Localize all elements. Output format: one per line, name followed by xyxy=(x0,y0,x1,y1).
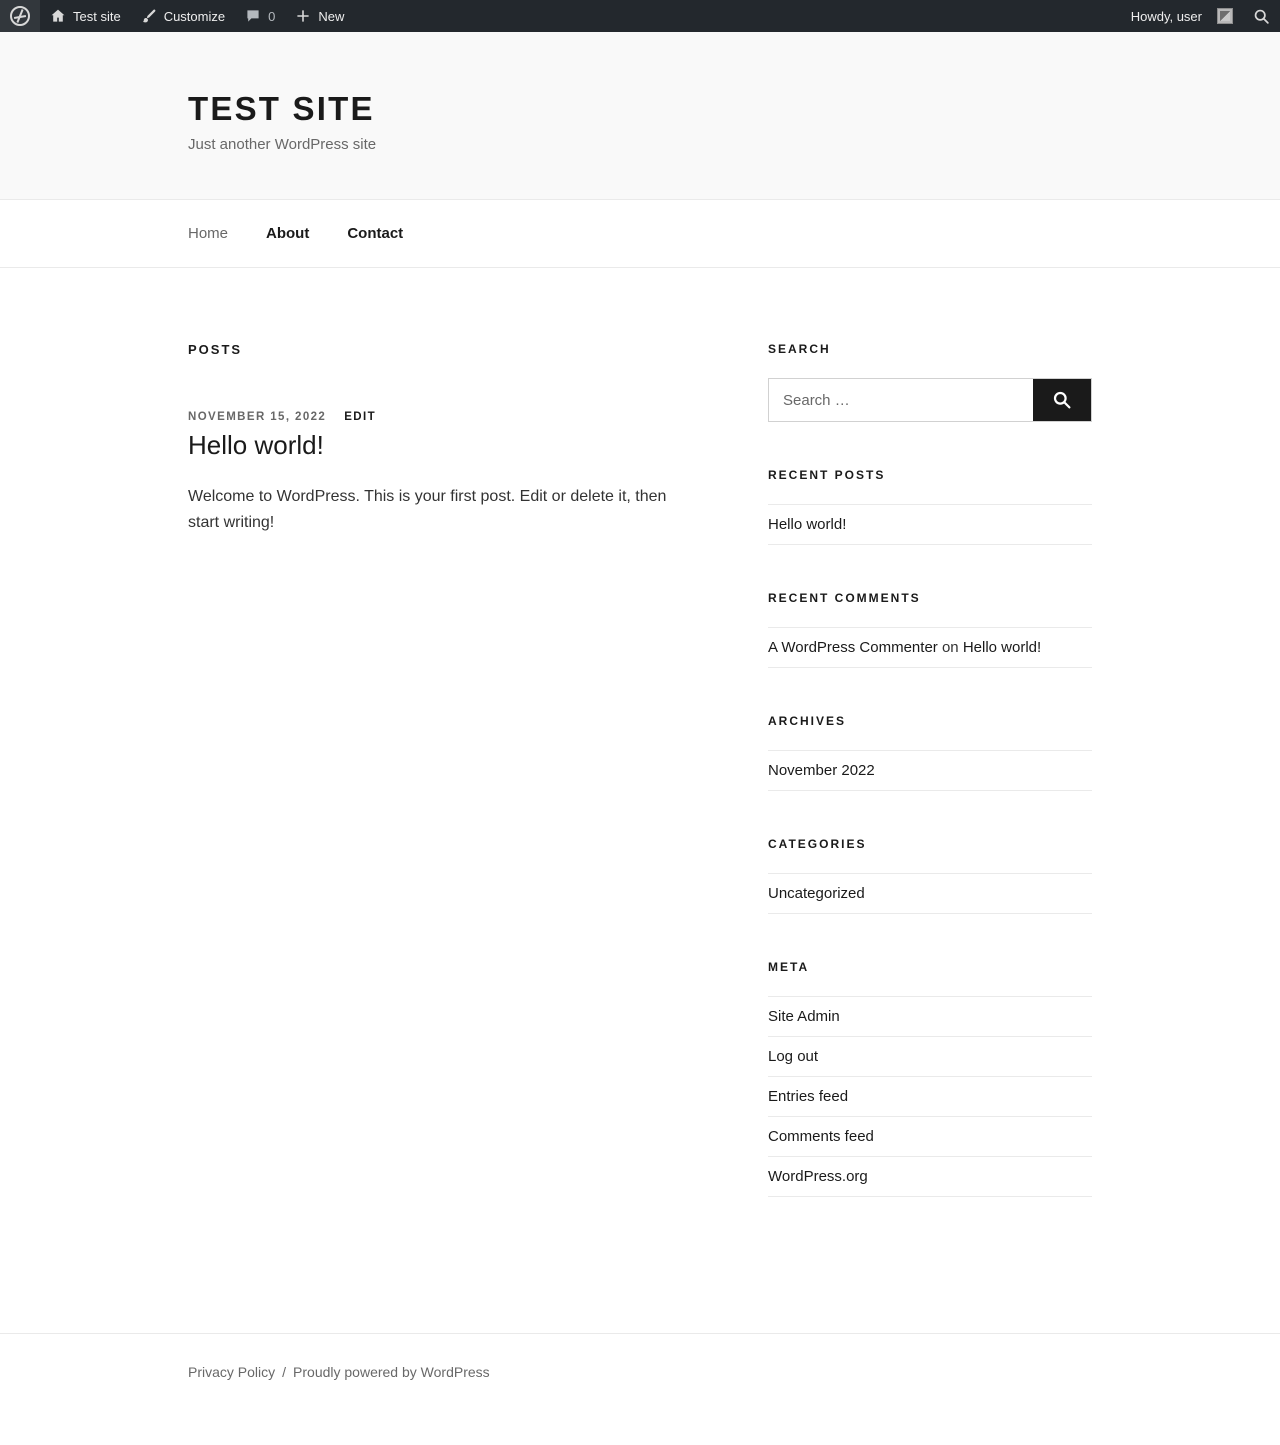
archives-list xyxy=(768,750,1092,791)
widget-meta xyxy=(768,960,1092,1197)
house-icon xyxy=(50,8,66,24)
nav-item-home-link[interactable]: Home xyxy=(188,225,229,242)
admin-bar-comments[interactable] xyxy=(235,0,285,32)
widget-recent-comments-title: RECENT COMMENTS xyxy=(768,591,921,605)
admin-bar-new-label: New xyxy=(318,8,345,24)
widget-categories xyxy=(768,837,1092,914)
admin-bar-new[interactable] xyxy=(285,0,354,32)
widget-recent-comments xyxy=(768,591,1092,668)
paintbrush-icon xyxy=(141,8,157,24)
list-item[interactable] xyxy=(768,1037,1092,1077)
list-item[interactable] xyxy=(768,1157,1092,1197)
comment-author-link[interactable]: A WordPress Commenter xyxy=(768,639,938,656)
site-footer xyxy=(0,1333,1280,1410)
widget-search xyxy=(768,342,1092,422)
recent-post-link[interactable]: Hello world! xyxy=(768,516,847,533)
category-link[interactable]: Uncategorized xyxy=(768,885,865,902)
admin-bar-right xyxy=(1121,0,1280,32)
meta-list xyxy=(768,996,1092,1197)
content-area xyxy=(188,268,1092,1333)
list-item[interactable] xyxy=(768,505,1092,545)
meta-link-comments-feed[interactable]: Comments feed xyxy=(768,1128,874,1145)
primary-navigation xyxy=(0,200,1280,268)
list-item[interactable] xyxy=(768,751,1092,791)
nav-item-contact-link[interactable]: Contact xyxy=(347,225,404,242)
wordpress-logo-icon xyxy=(10,6,30,26)
list-item xyxy=(768,628,1092,668)
wordpress-logo-menu[interactable] xyxy=(0,0,40,32)
widget-archives-title: ARCHIVES xyxy=(768,714,847,728)
admin-bar xyxy=(0,0,1280,32)
admin-bar-customize[interactable] xyxy=(131,0,235,32)
admin-bar-howdy-label: Howdy, user xyxy=(1130,8,1202,24)
footer-separator: / xyxy=(282,1364,287,1380)
search-submit-button[interactable] xyxy=(1033,379,1091,421)
meta-link-log-out[interactable]: Log out xyxy=(768,1048,819,1065)
sidebar xyxy=(768,342,1092,1243)
meta-link-entries-feed[interactable]: Entries feed xyxy=(768,1088,849,1105)
list-item[interactable] xyxy=(768,997,1092,1037)
plus-icon xyxy=(295,8,311,24)
site-description: Just another WordPress site xyxy=(188,136,377,153)
archive-link[interactable]: November 2022 xyxy=(768,762,875,779)
post-date-link[interactable]: NOVEMBER 15, 2022 xyxy=(188,411,327,423)
list-item[interactable] xyxy=(768,1077,1092,1117)
search-icon xyxy=(1253,8,1270,25)
powered-by-link[interactable]: Proudly powered by WordPress xyxy=(293,1364,490,1380)
recent-comments-list xyxy=(768,627,1092,668)
post-meta xyxy=(188,411,768,423)
widget-recent-posts xyxy=(768,468,1092,545)
widget-meta-title: META xyxy=(768,960,810,974)
list-item[interactable] xyxy=(768,874,1092,914)
admin-bar-comments-count: 0 xyxy=(268,8,276,24)
privacy-policy-link[interactable]: Privacy Policy xyxy=(188,1364,276,1380)
nav-list xyxy=(188,200,1092,267)
admin-bar-site-name[interactable] xyxy=(40,0,131,32)
post-excerpt: Welcome to WordPress. This is your first post. Edit or delete it, then start writing! xyxy=(188,487,667,531)
posts-heading: POSTS xyxy=(188,342,243,357)
search-icon xyxy=(1052,390,1072,410)
widget-archives xyxy=(768,714,1092,791)
widget-recent-posts-title: RECENT POSTS xyxy=(768,468,886,482)
post-title xyxy=(188,429,768,462)
site-header xyxy=(0,32,1280,200)
admin-bar-my-account[interactable] xyxy=(1121,0,1243,32)
nav-item-about-link[interactable]: About xyxy=(266,225,310,242)
admin-bar-site-name-label: Test site xyxy=(73,8,121,24)
comment-bubble-icon xyxy=(245,8,261,24)
main-content xyxy=(188,342,768,1243)
search-input[interactable] xyxy=(769,379,1033,421)
recent-posts-list xyxy=(768,504,1092,545)
nav-item-about[interactable] xyxy=(266,225,309,242)
page-title[interactable]: TEST SITE xyxy=(188,90,375,127)
widget-categories-title: CATEGORIES xyxy=(768,837,867,851)
post-article xyxy=(188,411,768,536)
categories-list xyxy=(768,873,1092,914)
admin-bar-search-button[interactable] xyxy=(1243,0,1280,32)
nav-item-home[interactable] xyxy=(188,225,228,242)
comment-post-link[interactable]: Hello world! xyxy=(962,639,1042,656)
meta-link-site-admin[interactable]: Site Admin xyxy=(768,1008,840,1025)
search-form xyxy=(768,378,1092,422)
post-edit-link[interactable]: EDIT xyxy=(344,411,377,423)
meta-link-wordpress-org[interactable]: WordPress.org xyxy=(768,1168,868,1185)
avatar xyxy=(1217,8,1233,24)
post-title-link[interactable]: Hello world! xyxy=(188,430,324,460)
nav-item-contact[interactable] xyxy=(347,225,403,242)
widget-search-title: SEARCH xyxy=(768,342,831,356)
list-item[interactable] xyxy=(768,1117,1092,1157)
comment-on-label: on xyxy=(941,639,959,656)
admin-bar-customize-label: Customize xyxy=(163,8,226,24)
